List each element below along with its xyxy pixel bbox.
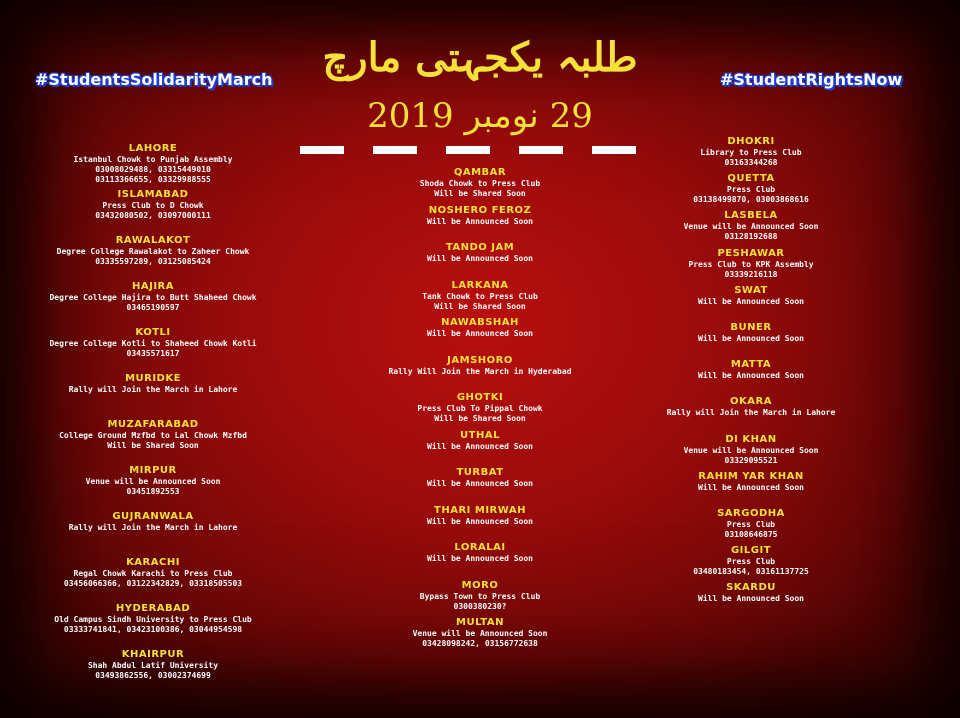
city-entry xyxy=(640,248,862,285)
city-entry xyxy=(640,434,862,471)
city-detail-line: 03451892553 xyxy=(126,487,180,496)
city-detail-line: College Ground Mzfbd to Lal Chowk Mzfbd xyxy=(59,431,247,440)
city-entry xyxy=(360,205,600,243)
city-detail-line: Will be Shared Soon xyxy=(434,414,526,423)
city-name: MATTA xyxy=(730,359,772,371)
title-date-urdu: 29 نومبر 2019 xyxy=(367,96,593,136)
city-entry xyxy=(640,322,862,359)
city-detail-line: 03428098242, 03156772638 xyxy=(422,639,538,648)
city-name: MIRPUR xyxy=(129,465,177,476)
city-detail-line: Venue will be Announced Soon xyxy=(683,222,819,232)
city-name: GUJRANWALA xyxy=(112,511,194,522)
city-entry xyxy=(360,467,600,505)
city-entry xyxy=(640,173,862,210)
city-detail-line: 03432080502, 03097000111 xyxy=(95,211,211,220)
city-detail-line: Will be Announced Soon xyxy=(698,333,804,343)
city-name: MURIDKE xyxy=(125,373,181,384)
city-entry xyxy=(360,355,600,393)
city-detail-line: 03113366655, 03329988555 xyxy=(95,175,211,184)
city-name: PESHAWAR xyxy=(717,247,785,259)
city-name: HYDERABAD xyxy=(115,603,191,614)
city-detail-line: Press Club To Pippal Chowk xyxy=(417,404,543,413)
city-name: KHAIRPUR xyxy=(121,649,185,660)
city-entry xyxy=(360,242,600,280)
city-entry xyxy=(18,465,288,511)
city-detail-line: Press Club xyxy=(726,557,776,567)
city-name: NAWABSHAH xyxy=(441,317,519,328)
city-entry xyxy=(640,396,862,433)
city-detail-line: Degree College Hajira to Butt Shaheed Chowk xyxy=(49,293,257,302)
city-entry xyxy=(360,430,600,468)
city-detail-line: 03465190597 xyxy=(126,303,180,312)
city-detail-line: 03335597289, 03125085424 xyxy=(95,257,211,266)
city-detail-line: Will be Shared Soon xyxy=(434,189,526,198)
city-entry xyxy=(360,505,600,543)
city-name: NOSHERO FEROZ xyxy=(428,204,532,216)
city-detail-line: Tank Chowk to Press Club xyxy=(422,291,538,301)
city-entry xyxy=(360,392,600,430)
city-entry xyxy=(18,373,288,419)
city-detail-line: Degree College Kotli to Shaheed Chowk Kotli xyxy=(49,339,257,348)
city-entry xyxy=(360,580,600,618)
city-name: KARACHI xyxy=(126,557,180,568)
city-name: TANDO JAM xyxy=(445,242,515,253)
city-detail-line: Will be Announced Soon xyxy=(427,516,533,526)
city-detail-line: 03108646875 xyxy=(724,529,778,539)
city-detail-line: Will be Announced Soon xyxy=(427,479,533,488)
city-entry xyxy=(360,317,600,355)
city-name: RAHIM YAR KHAN xyxy=(698,470,804,482)
city-name: MULTAN xyxy=(456,617,504,628)
city-name: THARI MIRWAH xyxy=(434,504,526,516)
city-detail-line: Old Campus Sindh University to Press Club xyxy=(54,615,252,624)
city-detail-line: Will be Announced Soon xyxy=(698,371,804,381)
city-detail-line: Rally Will Join the March in Hyderabad xyxy=(388,366,572,376)
city-entry xyxy=(360,280,600,318)
city-name: DI KHAN xyxy=(725,433,777,445)
city-name: LORALAI xyxy=(454,542,506,553)
city-detail-line: 03339216118 xyxy=(724,269,778,279)
city-entry xyxy=(640,508,862,545)
city-detail-line: 03128192688 xyxy=(724,232,778,242)
city-detail-line: Rally will Join the March in Lahore xyxy=(68,523,238,532)
city-entry xyxy=(640,359,862,396)
city-name: RAWALAKOT xyxy=(115,235,191,246)
city-entry xyxy=(18,649,288,695)
city-detail-line: Shah Abdul Latif University xyxy=(87,661,219,670)
city-name: GILGIT xyxy=(730,545,772,557)
city-entry xyxy=(18,235,288,281)
title-dashes xyxy=(300,146,636,154)
city-detail-line: Will be Announced Soon xyxy=(698,594,804,604)
city-name: BUNER xyxy=(730,321,772,333)
city-entry xyxy=(18,143,288,189)
city-detail-line: Will be Shared Soon xyxy=(107,441,199,450)
city-name: JAMSHORO xyxy=(447,354,513,366)
city-entry xyxy=(18,281,288,327)
city-detail-line: Library to Press Club xyxy=(700,148,802,157)
city-entry xyxy=(18,327,288,373)
city-name: SKARDU xyxy=(726,582,776,594)
dash xyxy=(300,146,344,154)
city-detail-line: Will be Announced Soon xyxy=(698,482,804,492)
city-detail-line: Will be Announced Soon xyxy=(427,216,533,226)
left-city-column xyxy=(18,143,288,695)
city-detail-line: Press Club xyxy=(726,519,776,529)
city-detail-line: Regal Chowk Karachi to Press Club xyxy=(73,569,233,578)
city-name: QUETTA xyxy=(727,173,775,185)
city-entry xyxy=(18,603,288,649)
city-detail-line: 03138499870, 03003868616 xyxy=(693,195,809,205)
city-entry xyxy=(640,471,862,508)
city-detail-line: 03456066366, 03122342829, 03318505503 xyxy=(63,579,243,588)
city-detail-line: Venue will be Announced Soon xyxy=(683,445,819,455)
city-name: ISLAMABAD xyxy=(117,189,189,200)
city-detail-line: Press Club to KPK Assembly xyxy=(688,259,814,269)
city-name: LARKANA xyxy=(451,279,509,291)
city-detail-line: 03493862556, 03002374699 xyxy=(95,671,211,680)
city-detail-line: Will be Shared Soon xyxy=(434,301,526,311)
title-urdu: طلبہ یکجہتی مارچ xyxy=(322,34,638,81)
city-name: MORO xyxy=(461,579,499,591)
city-detail-line: Shoda Chowk to Press Club xyxy=(419,179,541,188)
hashtag-right: #StudentRightsNow xyxy=(720,70,903,89)
city-entry xyxy=(18,557,288,603)
right-city-column xyxy=(640,136,862,619)
city-detail-line: Rally will Join the March in Lahore xyxy=(666,408,836,418)
city-name: TURBAT xyxy=(456,467,504,478)
city-detail-line: Will be Announced Soon xyxy=(427,441,533,451)
city-detail-line: Press Club xyxy=(726,185,776,195)
city-name: GHOTKI xyxy=(456,392,504,403)
city-entry xyxy=(640,136,862,173)
city-name: SWAT xyxy=(734,284,768,296)
city-name: KOTLI xyxy=(135,327,171,338)
city-entry xyxy=(640,210,862,247)
city-entry xyxy=(640,285,862,322)
city-name: OKARA xyxy=(730,396,772,408)
dash xyxy=(592,146,636,154)
city-name: LAHORE xyxy=(128,143,178,154)
city-detail-line: 03435571617 xyxy=(126,349,180,358)
city-detail-line: Rally will Join the March in Lahore xyxy=(68,385,238,394)
city-detail-line: 0300380230? xyxy=(453,601,507,611)
city-detail-line: 03329095521 xyxy=(724,455,778,465)
city-detail-line: Venue will be Announced Soon xyxy=(85,477,221,486)
city-detail-line: 03008029488, 03315449010 xyxy=(95,165,211,174)
city-detail-line: Venue will be Announced Soon xyxy=(412,629,548,638)
city-name: HAJIRA xyxy=(132,281,174,292)
city-entry xyxy=(360,542,600,580)
city-name: SARGODHA xyxy=(717,507,785,519)
city-detail-line: Degree College Rawalakot to Zaheer Chowk xyxy=(56,247,250,256)
dash xyxy=(519,146,563,154)
dash xyxy=(373,146,417,154)
dash xyxy=(446,146,490,154)
city-entry xyxy=(360,167,600,205)
city-detail-line: Will be Announced Soon xyxy=(427,554,533,563)
city-detail-line: Bypass Town to Press Club xyxy=(419,591,541,601)
city-name: QAMBAR xyxy=(453,167,507,178)
city-detail-line: 03333741841, 03423100386, 03044954598 xyxy=(63,625,243,634)
middle-city-column xyxy=(360,167,600,655)
city-detail-line: Will be Announced Soon xyxy=(427,329,533,338)
city-name: UTHAL xyxy=(460,429,500,441)
city-name: DHOKRI xyxy=(727,136,775,147)
city-detail-line: Will be Announced Soon xyxy=(427,254,533,263)
city-name: LASBELA xyxy=(724,210,778,222)
hashtag-left: #StudentsSolidarityMarch xyxy=(35,70,273,89)
city-entry xyxy=(640,582,862,619)
city-detail-line: Istanbul Chowk to Punjab Assembly xyxy=(73,155,233,164)
city-entry xyxy=(360,617,600,655)
city-detail-line: Will be Announced Soon xyxy=(698,296,804,306)
city-entry xyxy=(18,419,288,465)
city-detail-line: 03163344268 xyxy=(724,158,778,167)
city-detail-line: Press Club to D Chowk xyxy=(102,201,204,210)
city-entry xyxy=(18,189,288,235)
city-entry xyxy=(18,511,288,557)
city-name: MUZAFARABAD xyxy=(107,419,199,430)
city-entry xyxy=(640,545,862,582)
city-detail-line: 03480183454, 03161137725 xyxy=(693,567,809,577)
